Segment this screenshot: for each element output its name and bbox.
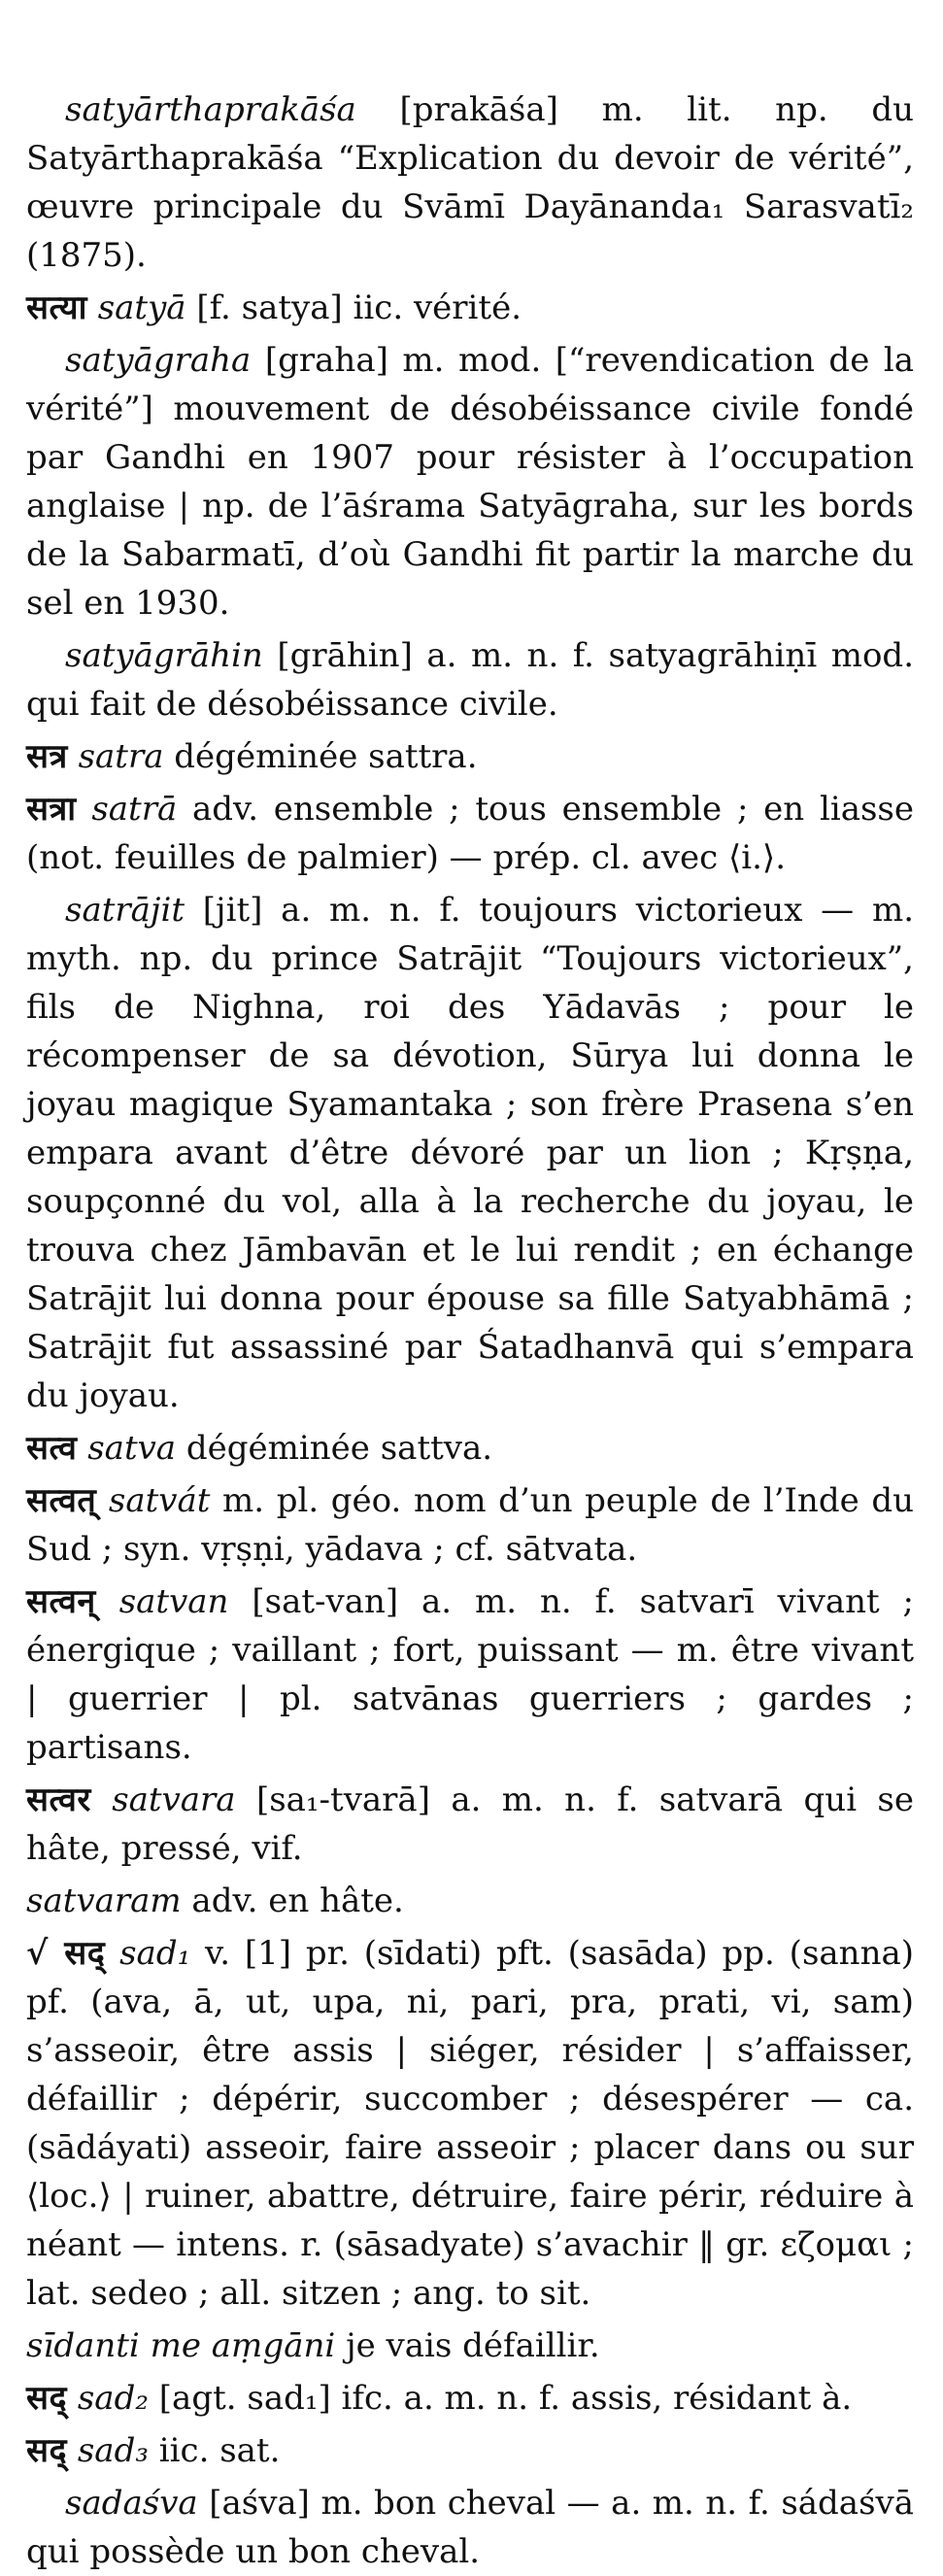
devanagari-root: √ सद्	[26, 1934, 106, 1973]
definition: je vais défaillir.	[335, 2326, 600, 2365]
headword: satvát	[108, 1481, 211, 1520]
entry-satya	[26, 284, 914, 332]
headword: satyā	[97, 288, 186, 327]
definition: adv. en hâte.	[181, 1881, 404, 1920]
definition: [prakāśa] m. lit. np. du Satyārthaprakāśa “Explication du devoir de vérité”, œuvre principale du Svāmī Dayānanda₁ Sarasvatī₂ (1875).	[26, 90, 914, 275]
devanagari-headword: सत्र	[26, 737, 68, 776]
definition: [f. satya] iic. vérité.	[185, 288, 522, 327]
entry-satra	[26, 732, 914, 781]
definition: iic. sat.	[148, 2431, 281, 2470]
devanagari-headword: सत्रा	[26, 790, 77, 829]
headword: sadaśva	[65, 2484, 198, 2523]
headword: sīdanti me aṃgāni	[26, 2326, 336, 2365]
definition: [graha] m. mod. [“revendication de la vérité”] mouvement de désobéissance civile fondé par Gandhi en 1907 pour résister à l’occupation anglaise | np. de l’āśrama Satyāgraha, sur les bords de la Sabarmatī, d’où Gandhi fit partir la marche du sel en 1930.	[26, 341, 914, 623]
entry-satvan	[26, 1577, 914, 1772]
headword: sad₃	[77, 2431, 149, 2470]
headword: satyārthaprakāśa	[65, 90, 356, 129]
headword: satvaram	[26, 1881, 182, 1920]
devanagari-headword: सत्वन्	[26, 1582, 96, 1621]
definition: [agt. sad₁] ifc. a. m. n. f. assis, résidant à.	[148, 2379, 853, 2418]
entry-satyarthaprakasa	[26, 85, 914, 280]
definition: [sa₁-tvarā] a. m. n. f. satvarā qui se hâte, pressé, vif.	[26, 1780, 915, 1868]
entry-satvara	[26, 1776, 914, 1873]
definition: m. pl. géo. nom d’un peuple de l’Inde du Sud ; syn. vṛṣṇi, yādava ; cf. sātvata.	[26, 1481, 914, 1569]
entry-satvat	[26, 1476, 914, 1574]
entry-sad2	[26, 2374, 914, 2423]
headword: satvara	[112, 1780, 236, 1819]
devanagari-headword: सत्वत्	[26, 1481, 97, 1520]
headword: satyāgraha	[65, 341, 252, 380]
definition: [sat-van] a. m. n. f. satvarī vivant ; énergique ; vaillant ; fort, puissant — m. être vivant | guerrier | pl. satvānas guerriers ; gardes ; partisans.	[26, 1582, 914, 1767]
entry-satyagraha	[26, 336, 914, 627]
entry-satvaram	[26, 1877, 914, 1925]
headword: satyāgrāhin	[65, 636, 263, 675]
entry-sad3	[26, 2426, 914, 2475]
entry-sidanti	[26, 2322, 914, 2370]
headword: satva	[87, 1429, 177, 1468]
definition: [jit] a. m. n. f. toujours victorieux — m. myth. np. du prince Satrājit “Toujours victorieux”, fils de Nighna, roi des Yādavās ; pour le récompenser de sa dévotion, Sūrya lui donna le joyau magique Syamantaka ; son frère Prasena s’en empara avant d’être dévoré par un lion ; Kṛṣṇa, soupçonné du vol, alla à la recherche du joyau, le trouva chez Jāmbavān et le lui rendit ; en échange Satrājit lui donna pour épouse sa fille Satyabhāmā ; Satrājit fut assassiné par Śatadhanvā qui s’empara du joyau.	[26, 891, 914, 1415]
headword: satvan	[118, 1582, 229, 1621]
entry-sadasva	[26, 2479, 914, 2576]
devanagari-headword: सत्या	[26, 288, 87, 327]
headword: satrā	[91, 790, 178, 829]
definition: dégéminée sattra.	[163, 737, 478, 776]
entry-satva	[26, 1424, 914, 1473]
headword: satrājit	[65, 891, 185, 930]
headword: satra	[78, 737, 164, 776]
definition: [grāhin] a. m. n. f. satyagrāhiṇī mod. qui fait de désobéissance civile.	[26, 636, 914, 724]
definition: dégéminée sattva.	[176, 1429, 493, 1468]
devanagari-headword: सत्वर	[26, 1780, 91, 1819]
devanagari-headword: सद्	[26, 2431, 68, 2470]
entry-satyagrahin	[26, 631, 914, 729]
headword: sad₂	[77, 2379, 149, 2418]
definition: adv. ensemble ; tous ensemble ; en liasse (not. feuilles de palmier) — prép. cl. avec ⟨i.⟩.	[26, 790, 914, 877]
devanagari-headword: सत्व	[26, 1429, 78, 1468]
devanagari-headword: सद्	[26, 2379, 68, 2418]
entry-satra-adv	[26, 785, 914, 882]
definition: v. [1] pr. (sīdati) pft. (sasāda) pp. (sanna) pf. (ava, ā, ut, upa, ni, pari, pra, prati, vi, sam) s’asseoir, être assis | siéger, résider | s’affaisser, défaillir ; dépérir, succomber ; désespérer — ca. (sādáyati) asseoir, faire asseoir ; placer dans ou sur ⟨loc.⟩ | ruiner, abattre, détruire, faire périr, réduire à néant — intens. r. (sāsadyate) s’avachir ‖ gr. εζομαι ; lat. sedeo ; all. sitzen ; ang. to sit.	[26, 1934, 914, 2313]
definition: [aśva] m. bon cheval — a. m. n. f. sádaśvā qui possède un bon cheval.	[26, 2484, 914, 2571]
headword: sad₁	[119, 1934, 191, 1973]
entry-satrajit	[26, 886, 914, 1420]
entry-sad1	[26, 1929, 914, 2318]
